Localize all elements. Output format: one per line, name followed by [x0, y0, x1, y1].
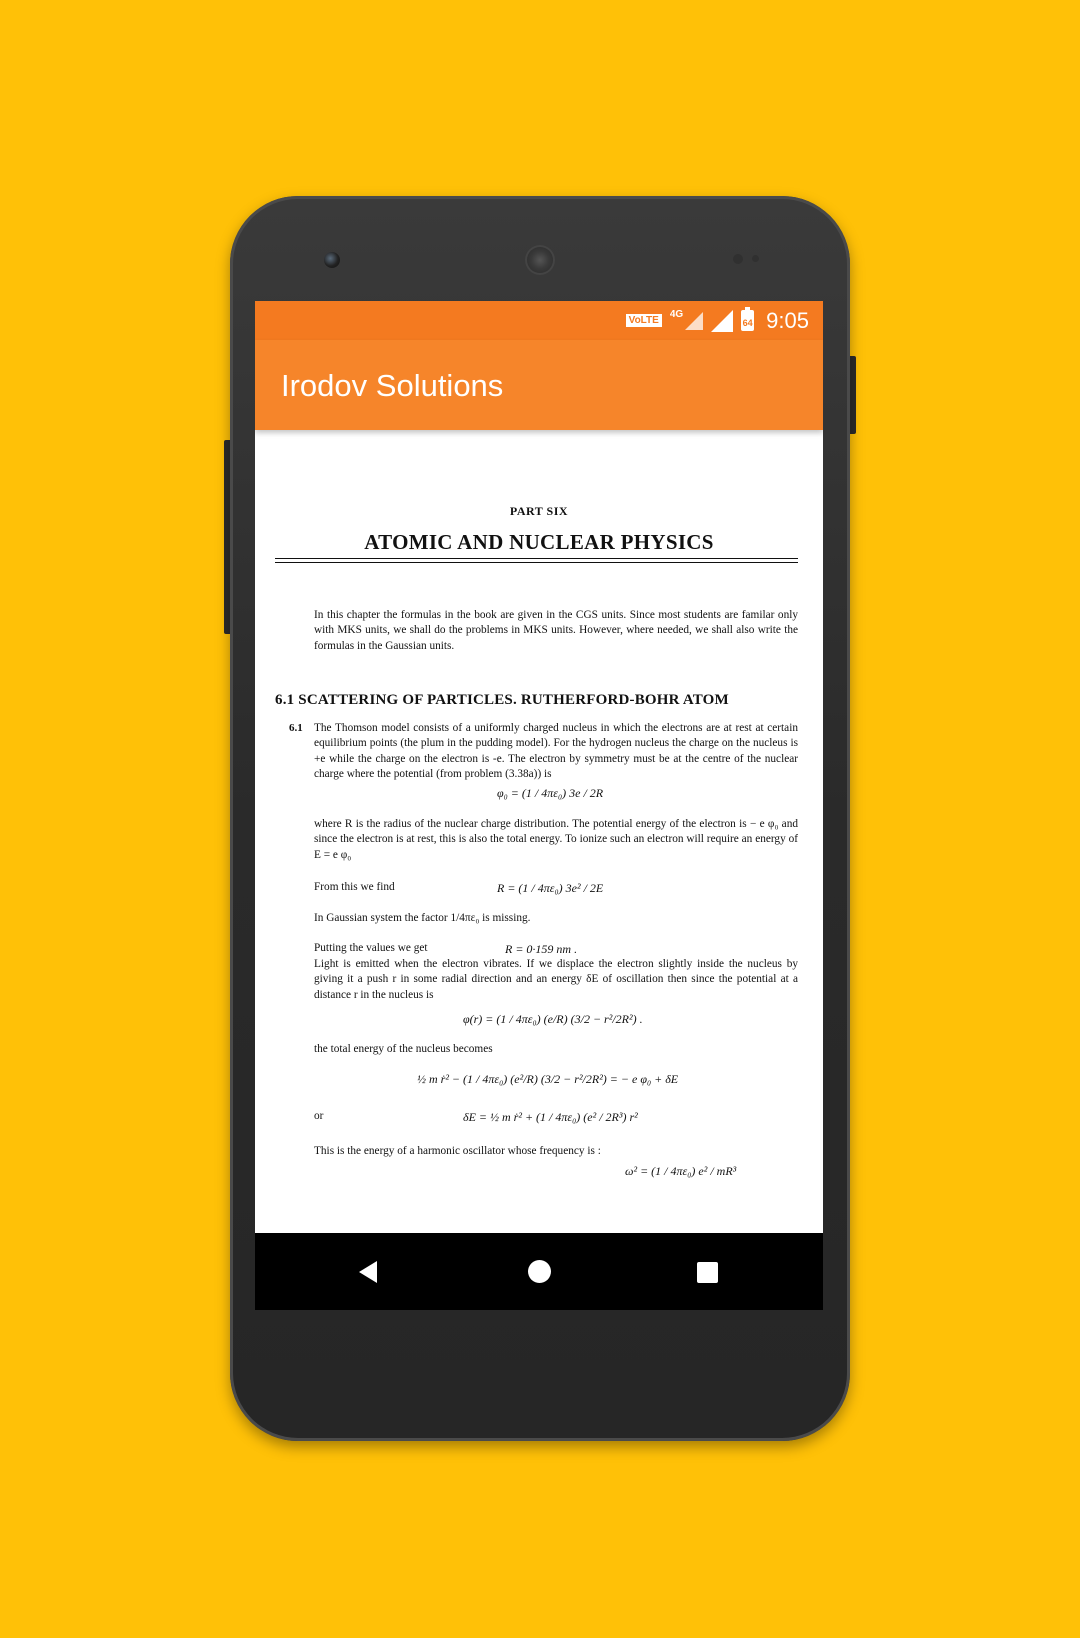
- section-title: 6.1 SCATTERING OF PARTICLES. RUTHERFORD-BOHR ATOM: [275, 692, 729, 708]
- putting-label: Putting the values we get: [314, 942, 428, 954]
- gaussian-note: In Gaussian system the factor 1/4πε₀ is missing.: [314, 912, 531, 924]
- intro-paragraph: In this chapter the formulas in the book are given in the CGS units. Since most students are familar only with MKS units, we shall do the problems in MKS units. However, where needed, we shall also write the formulas in the Gaussian units.: [314, 609, 798, 652]
- paragraph-radius: where R is the radius of the nuclear charge distribution. The potential energy of the electron is − e φ₀ and since the electron is at rest, this is also the total energy. To ionize such an electron will require an energy of E = e φ₀: [314, 818, 798, 861]
- equation-r-value: R = 0·159 nm .: [505, 942, 578, 956]
- cell-signal-icon: [711, 310, 733, 332]
- network-type: 4G: [669, 309, 684, 320]
- phone-screen: [255, 301, 823, 1310]
- equation-total-energy: ½ m ṙ² − (1 / 4πε₀) (e²/R) (3/2 − r²/2R²) = − e φ₀ + δE: [417, 1072, 679, 1086]
- light-sensor: [752, 255, 759, 262]
- back-icon[interactable]: [359, 1261, 377, 1283]
- battery-icon: 64: [741, 310, 754, 331]
- front-camera-icon: [324, 252, 340, 268]
- paragraph-vibration: Light is emitted when the electron vibrates. If we displace the electron slightly inside the nucleus by giving it a push r in some radial direction and an energy δE of oscillation then since the potential at a distance r in the nucleus is: [314, 958, 798, 1001]
- title-rule-top: [275, 558, 798, 559]
- total-energy-label: the total energy of the nucleus becomes: [314, 1043, 493, 1055]
- from-label: From this we find: [314, 881, 395, 893]
- recents-icon[interactable]: [697, 1262, 718, 1283]
- equation-phi-r: φ(r) = (1 / 4πε₀) (e/R) (3/2 − r²/2R²) .: [463, 1012, 643, 1026]
- app-bar: [255, 340, 823, 430]
- status-bar: [255, 301, 823, 340]
- earpiece-speaker: [525, 245, 555, 275]
- equation-phi0: φ₀ = (1 / 4πε₀) 3e / 2R: [497, 786, 604, 800]
- status-time: 9:05: [766, 307, 809, 333]
- or-label: or: [314, 1110, 324, 1122]
- equation-delta-e: δE = ½ m ṙ² + (1 / 4πε₀) (e² / 2R³) r²: [463, 1110, 638, 1124]
- harmonic-text: This is the energy of a harmonic oscillator whose frequency is :: [314, 1145, 601, 1157]
- problem-text: The Thomson model consists of a uniformly charged nucleus in which the electrons are at rest at certain equilibrium points (the plum in the pudding model). For the hydrogen nucleus the charge on the nucleus is +e while the charge on the electron is -e. The electron by symmetry must be at the centre of the nuclear charge where the potential (from problem (3.38a)) is: [314, 722, 798, 781]
- problem-number: 6.1: [289, 722, 303, 734]
- volte-badge: VoLTE: [626, 314, 662, 327]
- document-page[interactable]: [255, 430, 823, 1230]
- data-signal-icon: [685, 312, 703, 330]
- home-icon[interactable]: [528, 1260, 551, 1283]
- equation-r: R = (1 / 4πε₀) 3e² / 2E: [497, 881, 604, 895]
- title-rule-bottom: [275, 562, 798, 563]
- navigation-bar: [255, 1233, 823, 1310]
- part-heading: PART SIX: [509, 504, 569, 518]
- equation-omega: ω² = (1 / 4πε₀) e² / mR³: [625, 1164, 737, 1178]
- proximity-sensor: [733, 254, 743, 264]
- app-title: Irodov Solutions: [281, 368, 504, 403]
- chapter-title: ATOMIC AND NUCLEAR PHYSICS: [364, 530, 714, 554]
